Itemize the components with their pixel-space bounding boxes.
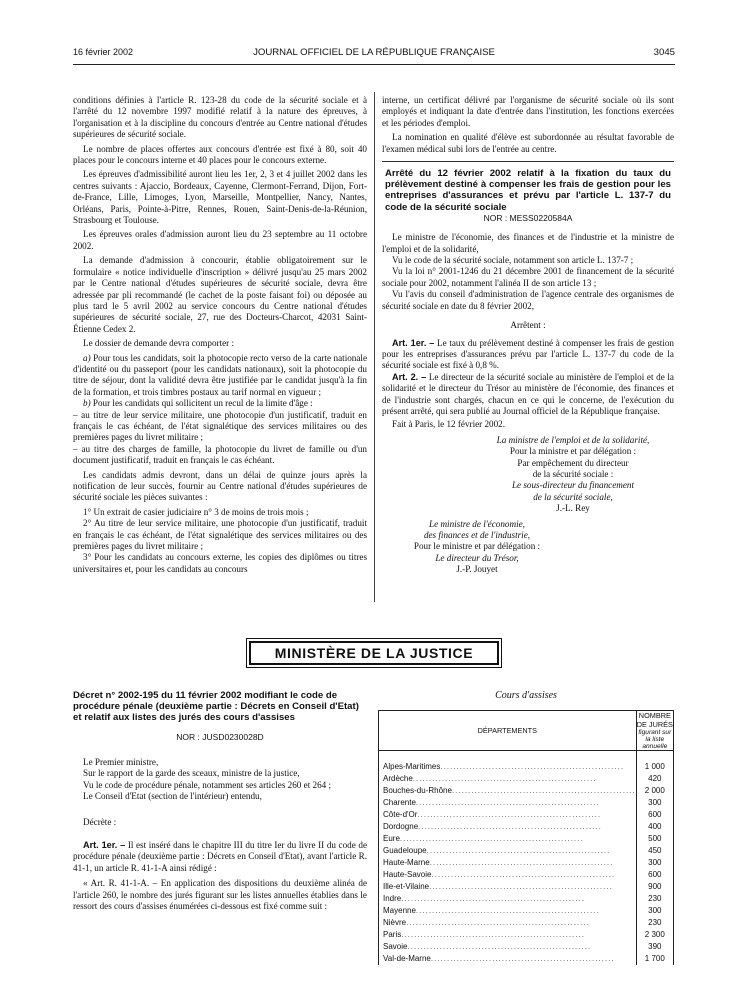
dot-leader: ......................................................... <box>440 762 625 771</box>
article-text: Il est inséré dans le chapitre III du titre Ier du livre II du code de procédure pénale (deuxième partie : Décrets en Conseil d'Etat), avant l'article R. 41-1, un article R. 41-1-A ainsi rédigé : <box>73 840 367 873</box>
table-row <box>379 869 674 881</box>
signature-line: Pour la ministre et par délégation : <box>509 446 637 457</box>
paragraph: Vu le code de procédure pénale, notamment ses articles 260 et 264 ; <box>83 779 332 790</box>
department-name: Dordogne <box>383 822 419 831</box>
decret-article-1 <box>73 840 367 874</box>
table-row <box>379 953 674 965</box>
column-header-departements: DÉPARTEMENTS <box>379 711 637 751</box>
signer-name: J.-L. Rey <box>556 503 590 514</box>
department-cell <box>379 785 637 797</box>
list-item: 2° Au titre de leur service militaire, une photocopie d'un justificatif, traduit en français le cas échéant, de l'état signalétique des services militaires ou des premières pages du livret militaire ; <box>73 518 367 552</box>
paragraph: La nomination en qualité d'élève est subordonnée au résultat favorable de l'examen médical subi lors de l'entrée au centre. <box>382 132 674 154</box>
department-cell <box>379 857 637 869</box>
header-rule <box>73 64 675 65</box>
left-column <box>73 95 367 575</box>
list-item: 3° Pour les candidats au concours externe, les copies des diplômes ou titres universitaires et, pour les candidats au concours <box>73 552 367 574</box>
item-text: Pour les candidats qui sollicitent un recul de la limite d'âge : <box>90 398 313 409</box>
paragraph: Vu le code de la sécurité sociale, notamment son article L. 137-7 ; <box>392 255 634 266</box>
table-row <box>379 941 674 953</box>
section-rule <box>382 161 674 162</box>
table-row <box>379 751 674 774</box>
department-cell <box>379 893 637 905</box>
paragraph: Les épreuves d'admissibilité auront lieu les 1er, 2, 3 et 4 juillet 2002 dans les centres suivants : Ajaccio, Bordeaux, Cayenne, Clermont-Ferrand, Dijon, Fort-de-France, Lille, Limoges, Lyon, Marseille, Montpellier, Nancy, Nantes, Orléans, Paris, Pointe-à-Pitre, Rennes, Rouen, Saint-Denis-de-la-Réunion, Strasbourg et Toulouse. <box>73 169 367 226</box>
department-name: Haute-Savoie <box>383 870 432 879</box>
jures-count-cell: 2 000 <box>636 785 673 797</box>
jures-count-cell: 600 <box>636 809 673 821</box>
item-letter: a) <box>83 352 91 363</box>
ministry-heading-box <box>246 638 502 668</box>
header-page-number: 3045 <box>653 47 675 58</box>
department-name: Nièvre <box>383 918 407 927</box>
department-cell <box>379 881 637 893</box>
department-cell <box>379 809 637 821</box>
jures-count-cell: 420 <box>636 773 673 785</box>
decret-section <box>73 690 367 912</box>
header-date: 16 février 2002 <box>73 47 134 57</box>
department-cell <box>379 797 637 809</box>
dot-leader: ......................................................... <box>430 954 615 963</box>
list-item: – au titre des charges de famille, la photocopie du livret de famille ou d'un document justificatif, traduit en français le cas échéant. <box>73 443 367 466</box>
jures-count-cell: 1 000 <box>636 751 673 774</box>
department-cell <box>379 773 637 785</box>
department-name: Bouches-du-Rhône <box>383 786 452 795</box>
department-cell <box>379 905 637 917</box>
department-cell <box>379 833 637 845</box>
dot-leader: ......................................................... <box>429 858 614 867</box>
column-header-sublabel: figurant sur la liste annuelle <box>638 729 672 750</box>
department-name: Eure <box>383 834 400 843</box>
table-row <box>379 845 674 857</box>
paragraph: Le ministre de l'économie, des finances et de l'industrie et la ministre de l'emploi et de la solidarité, <box>382 232 674 254</box>
jures-count-cell: 2 300 <box>636 929 673 941</box>
assises-table-section <box>378 690 674 965</box>
paragraph: interne, un certificat délivré par l'organisme de sécurité sociale où ils sont employés et indiquant la date d'entrée dans l'institution, les fonctions exercées et les périodes d'emploi. <box>382 95 674 128</box>
department-name: Paris <box>383 930 402 939</box>
table-row <box>379 809 674 821</box>
table-row <box>379 905 674 917</box>
article-label: Art. 1er. – <box>83 840 126 851</box>
fait-line: Fait à Paris, le 12 février 2002. <box>392 419 506 430</box>
ministry-heading: MINISTÈRE DE LA JUSTICE <box>249 641 499 665</box>
signature-line: Le directeur du Trésor, <box>435 552 519 563</box>
column-divider <box>374 92 375 602</box>
department-name: Charente <box>383 798 416 807</box>
table-row <box>379 785 674 797</box>
signature-line: de la sécurité sociale, <box>533 491 613 502</box>
arrete-title: Arrêté du 12 février 2002 relatif à la fixation du taux du prélèvement destiné à compenser les frais de gestion pour les entreprises d'assurances et prévu par l'article L. 137-7 du code de la sécurité sociale <box>385 168 671 213</box>
jures-table <box>378 710 674 965</box>
dot-leader: ......................................................... <box>399 834 584 843</box>
signature-block-1 <box>382 435 674 515</box>
signer-name: J.-P. Jouyet <box>456 564 498 575</box>
dot-leader: ......................................................... <box>431 870 616 879</box>
department-name: Haute-Marne <box>383 858 430 867</box>
article-text: Le taux du prélèvement destiné à compenser les frais de gestion pour les entreprises d'assurances prévu par l'article L. 137-7 du code de la sécurité sociale est fixé à 0,8 %. <box>382 337 674 371</box>
table-body <box>379 751 674 966</box>
table-row <box>379 773 674 785</box>
arretent-label: Arrêtent : <box>510 320 546 331</box>
department-name: Alpes-Maritimes <box>383 762 441 771</box>
paragraph: « Art. R. 41-1-A. – En application des dispositions du deuxième alinéa de l'article 260, le nombre des jurés figurant sur les listes annuelles établies dans le ressort des cours d'assises énumérées ci-dessous est fixé comme suit : <box>73 878 367 912</box>
paragraph <box>73 398 367 409</box>
decrete-label: Décrète : <box>83 816 117 827</box>
paragraph: Les épreuves orales d'admission auront lieu du 23 septembre au 11 octobre 2002. <box>73 229 367 251</box>
jures-count-cell: 400 <box>636 821 673 833</box>
decret-title: Décret n° 2002-195 du 11 février 2002 modifiant le code de procédure pénale (deuxième partie : Décrets en Conseil d'Etat) et relatif aux listes des jurés des cours d'assises <box>73 690 359 724</box>
paragraph <box>73 353 367 399</box>
department-cell <box>379 941 637 953</box>
signature-block-2 <box>382 519 562 576</box>
right-column <box>382 95 674 576</box>
paragraph: Vu l'avis du conseil d'administration de l'agence centrale des organismes de sécurité sociale en date du 8 février 2002, <box>382 289 674 311</box>
department-name: Indre <box>383 894 402 903</box>
department-cell <box>379 869 637 881</box>
jures-count-cell: 450 <box>636 845 673 857</box>
table-row <box>379 917 674 929</box>
item-letter: b) <box>83 398 91 409</box>
jures-count-cell: 300 <box>636 905 673 917</box>
paragraph: conditions définies à l'article R. 123-28 du code de la sécurité sociale et à l'arrêté du 12 novembre 1997 modifié relatif à la nature des épreuves, à l'organisation et à la discipline du concours d'entrée au Centre national d'études supérieures de sécurité sociale. <box>73 95 367 140</box>
signature-line: La ministre de l'emploi et de la solidarité, <box>496 434 650 445</box>
item-text: Pour tous les candidats, soit la photocopie recto verso de la carte nationale d'identité ou du passeport (pour les candidats nationaux), soit la photocopie du titre de séjour, dont la validité devra être justifiée par le candidat jusqu'à la fin de la formation, et trois timbres postaux au tarif normal en vigueur ; <box>73 352 367 397</box>
decret-nor: NOR : JUSD0230028D <box>176 731 264 742</box>
article-text: Le directeur de la sécurité sociale au ministère de l'emploi et de la solidarité et le directeur du Trésor au ministère de l'économie, des finances et de l'industrie sont chargés, chacun en ce qui le concerne, de l'exécution du présent arrêté, qui sera publié au Journal officiel de la République française. <box>382 371 674 416</box>
paragraph: Sur le rapport de la garde des sceaux, ministre de la justice, <box>83 768 300 779</box>
jures-count-cell: 1 700 <box>636 953 673 965</box>
signature-line: Par empêchement du directeur <box>517 457 629 468</box>
dot-leader: ......................................................... <box>407 942 592 951</box>
column-header-label: NOMBRE DE JURÉS <box>636 711 673 729</box>
header-journal-title: JOURNAL OFFICIEL DE LA RÉPUBLIQUE FRANÇAISE <box>253 47 495 58</box>
signature-line: Pour le ministre et par délégation : <box>413 541 541 552</box>
department-name: Ille-et-Vilaine <box>383 882 430 891</box>
paragraph: La demande d'admission à concourir, établie obligatoirement sur le formulaire « notice individuelle d'inscription » délivré jusqu'au 25 mars 2002 par le Centre national d'études supérieures de sécurité sociale, devra être adressée par pli recommandé (le cachet de la poste faisant foi) ou déposée au plus tard le 5 avril 2002 au service concours du Centre national d'études supérieures de sécurité sociale, 27, rue des Docteurs-Charcot, 42031 Saint-Étienne Cedex 2. <box>73 255 367 334</box>
department-name: Savoie <box>383 942 408 951</box>
dot-leader: ......................................................... <box>406 918 590 927</box>
signature-line: Le sous-directeur du financement <box>511 480 635 491</box>
dot-leader: ......................................................... <box>401 930 585 939</box>
list-item: – au titre de leur service militaire, une photocopie d'un justificatif, traduit en français le cas échéant, de l'état signalétique des services militaires ou des premières pages du livret militaire ; <box>73 409 367 443</box>
department-name: Val-de-Marne <box>383 954 431 963</box>
table-row <box>379 833 674 845</box>
department-name: Ardèche <box>383 774 413 783</box>
department-cell <box>379 917 637 929</box>
article-1 <box>382 338 674 372</box>
jures-count-cell: 390 <box>636 941 673 953</box>
paragraph: Les candidats admis devront, dans un délai de quinze jours après la notification de leur succès, fournir au Centre national d'études supérieures de sécurité sociale les pièces suivantes : <box>73 469 367 503</box>
page-header <box>73 47 675 61</box>
arrete-nor: NOR : MESS0220584A <box>483 212 573 223</box>
article-2 <box>382 372 674 418</box>
department-cell <box>379 821 637 833</box>
dot-leader: ......................................................... <box>417 810 602 819</box>
dot-leader: ......................................................... <box>429 882 613 891</box>
department-name: Mayenne <box>383 906 416 915</box>
paragraph: Le Conseil d'Etat (section de l'intérieur) entendu, <box>83 791 262 802</box>
dot-leader: ......................................................... <box>401 894 585 903</box>
table-row <box>379 797 674 809</box>
dot-leader: ......................................................... <box>426 846 611 855</box>
department-cell <box>379 953 637 965</box>
table-row <box>379 929 674 941</box>
dot-leader: ......................................................... <box>415 798 600 807</box>
jures-count-cell: 230 <box>636 893 673 905</box>
jures-count-cell: 300 <box>636 857 673 869</box>
column-header-jures <box>636 711 673 751</box>
signature-line: Le ministre de l'économie, <box>429 518 525 529</box>
department-cell <box>379 845 637 857</box>
dot-leader: ......................................................... <box>415 906 600 915</box>
jures-count-cell: 600 <box>636 869 673 881</box>
jures-count-cell: 500 <box>636 833 673 845</box>
paragraph: Le Premier ministre, <box>83 757 159 768</box>
signature-line: de la sécurité sociale : <box>532 468 614 479</box>
table-row <box>379 857 674 869</box>
department-cell <box>379 929 637 941</box>
article-label: Art. 2. – <box>392 371 427 382</box>
jures-count-cell: 300 <box>636 797 673 809</box>
table-title: Cours d'assises <box>495 690 557 701</box>
list-item: 1° Un extrait de casier judiciaire n° 3 de moins de trois mois ; <box>83 506 309 517</box>
jures-count-cell: 230 <box>636 917 673 929</box>
department-name: Guadeloupe <box>383 846 427 855</box>
dot-leader: ......................................................... <box>451 786 636 795</box>
jures-count-cell: 900 <box>636 881 673 893</box>
dot-leader: ......................................................... <box>418 822 602 831</box>
paragraph: Le dossier de demande devra comporter : <box>83 338 235 349</box>
paragraph: Le nombre de places offertes aux concours d'entrée est fixé à 80, soit 40 places pour le concours interne et 40 places pour le concours externe. <box>73 143 367 166</box>
department-name: Côte-d'Or <box>383 810 418 819</box>
paragraph: Vu la loi n° 2001-1246 du 21 décembre 2001 de financement de la sécurité sociale pour 2002, notamment l'alinéa II de son article 13 ; <box>382 266 674 288</box>
dot-leader: ......................................................... <box>412 774 597 783</box>
table-row <box>379 821 674 833</box>
department-cell <box>379 751 637 774</box>
article-label: Art. 1er. – <box>392 337 435 348</box>
signature-line: des finances et de l'industrie, <box>423 530 531 540</box>
table-row <box>379 893 674 905</box>
table-row <box>379 881 674 893</box>
